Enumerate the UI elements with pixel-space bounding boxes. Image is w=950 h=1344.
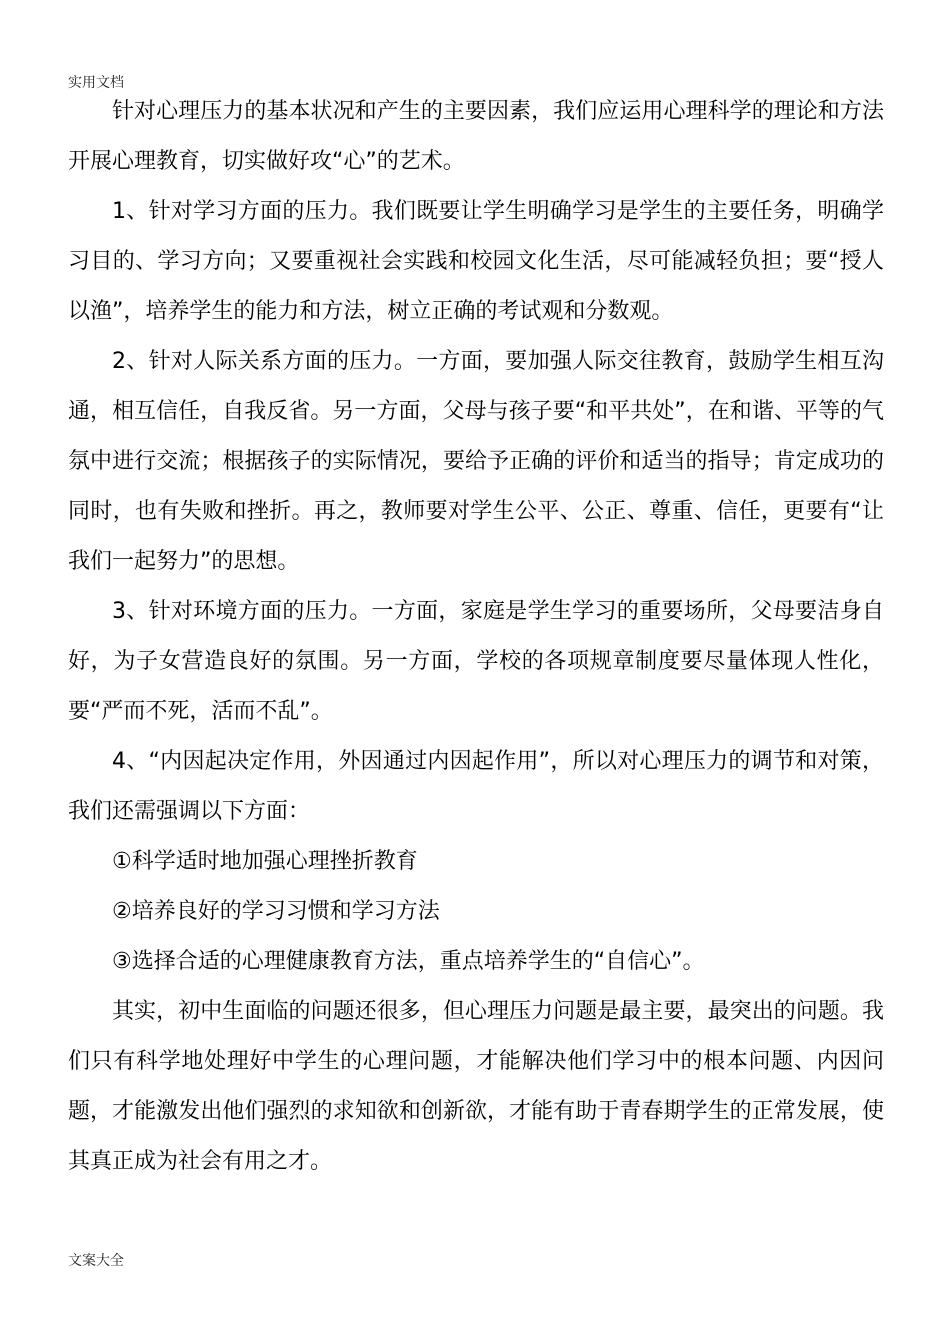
paragraph-intro: 针对心理压力的基本状况和产生的主要因素，我们应运用心理科学的理论和方法开展心理教育，切实做好攻“心”的艺术。: [68, 99, 884, 174]
paragraph-internal-factors: 4、“内因起决定作用，外因通过内因起作用”，所以对心理压力的调节和对策，我们还需强调以下方面：: [68, 749, 884, 824]
page-footer: 文案大全: [68, 1253, 124, 1269]
page-header: 实用文档: [68, 75, 124, 91]
paragraph-environment-pressure: 3、针对环境方面的压力。一方面，家庭是学生学习的重要场所，父母要洁身自好，为子女营造良好的氛围。另一方面，学校的各项规章制度要尽量体现人性化，要“严而不死，活而不乱”。: [68, 599, 884, 724]
document-body: [68, 87, 884, 1187]
list-item-confidence: ③选择合适的心理健康教育方法，重点培养学生的“自信心”。: [112, 949, 705, 974]
list-item-study-habits: ②培养良好的学习习惯和学习方法: [112, 899, 440, 924]
paragraph-relationship-pressure: 2、针对人际关系方面的压力。一方面，要加强人际交往教育，鼓励学生相互沟通，相互信任，自我反省。另一方面，父母与孩子要“和平共处”，在和谐、平等的气氛中进行交流；根据孩子的实际情况，要给予正确的评价和适当的指导；肯定成功的同时，也有失败和挫折。再之，教师要对学生公平、公正、尊重、信任，更要有“让我们一起努力”的思想。: [68, 349, 884, 574]
list-item-frustration-education: ①科学适时地加强心理挫折教育: [112, 849, 418, 874]
paragraph-study-pressure: 1、针对学习方面的压力。我们既要让学生明确学习是学生的主要任务，明确学习目的、学习方向；又要重视社会实践和校园文化生活，尽可能减轻负担；要“授人以渔”，培养学生的能力和方法，树立正确的考试观和分数观。: [68, 199, 884, 324]
paragraph-conclusion: 其实，初中生面临的问题还很多，但心理压力问题是最主要，最突出的问题。我们只有科学地处理好中学生的心理问题，才能解决他们学习中的根本问题、内因问题，才能激发出他们强烈的求知欲和创新欲，才能有助于青春期学生的正常发展，使其真正成为社会有用之才。: [68, 999, 884, 1174]
